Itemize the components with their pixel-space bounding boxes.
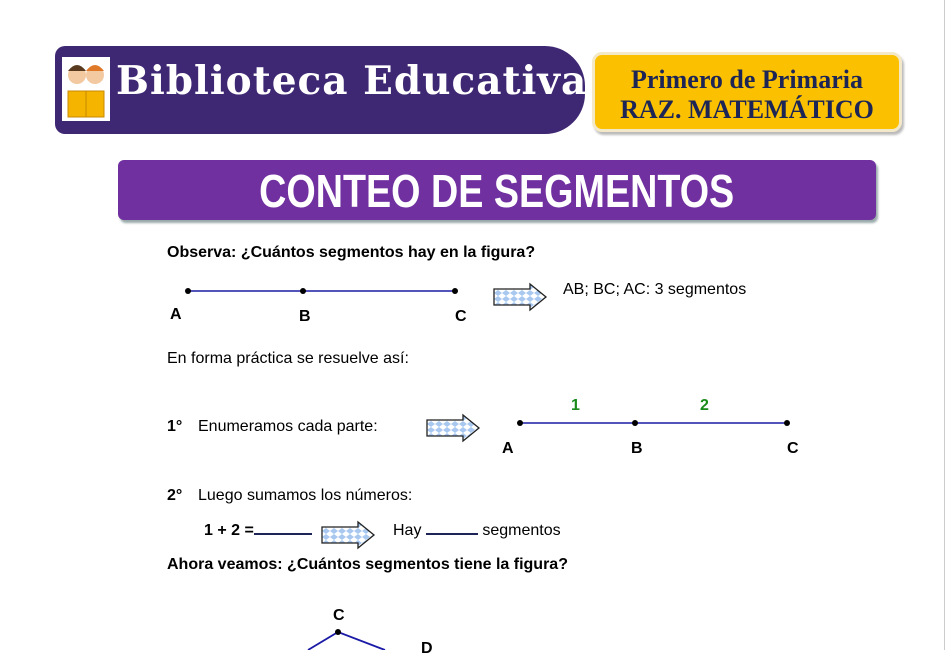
point-label: D xyxy=(421,640,433,657)
part-number: 2 xyxy=(700,397,709,414)
point-label: C xyxy=(333,607,345,624)
point-label: A xyxy=(502,440,514,457)
segmentos-label: segmentos xyxy=(482,522,561,539)
answer-text: AB; BC; AC: 3 segmentos xyxy=(563,281,747,298)
sum-expression xyxy=(204,522,312,540)
point-label: B xyxy=(299,308,311,325)
angle-figure xyxy=(308,629,385,650)
subject-label: RAZ. MATEMÁTICO xyxy=(620,95,874,124)
step-number: 1° xyxy=(167,418,183,435)
point-label: B xyxy=(631,440,643,457)
part-number: 1 xyxy=(571,397,580,414)
question-1: Observa: ¿Cuántos segmentos hay en la figura? xyxy=(167,244,536,261)
arrow-icon xyxy=(494,284,546,310)
point-label: C xyxy=(455,308,467,325)
step-text: Luego sumamos los números: xyxy=(198,487,413,504)
point-label: C xyxy=(787,440,799,457)
step-text: Enumeramos cada parte: xyxy=(198,418,378,435)
hay-label: Hay xyxy=(393,522,422,539)
segment-abc-2 xyxy=(517,420,790,426)
segment-abc-1 xyxy=(185,288,458,294)
brand-name: Biblioteca Educativa xyxy=(116,58,588,104)
sum-answer-blank[interactable] xyxy=(254,533,312,535)
practice-text: En forma práctica se resuelve así: xyxy=(167,350,409,367)
sum-expr: 1 + 2 = xyxy=(204,522,254,539)
arrow-icon xyxy=(322,522,374,548)
page-title-text: CONTEO DE SEGMENTOS xyxy=(259,165,735,217)
point-label: A xyxy=(170,306,182,323)
count-answer-blank[interactable] xyxy=(426,533,478,535)
count-sentence xyxy=(393,522,561,540)
grade-label: Primero de Primaria xyxy=(631,65,863,94)
question-2: Ahora veamos: ¿Cuántos segmentos tiene la figura? xyxy=(167,556,568,573)
arrow-icon xyxy=(427,415,479,441)
step-number: 2° xyxy=(167,487,183,504)
